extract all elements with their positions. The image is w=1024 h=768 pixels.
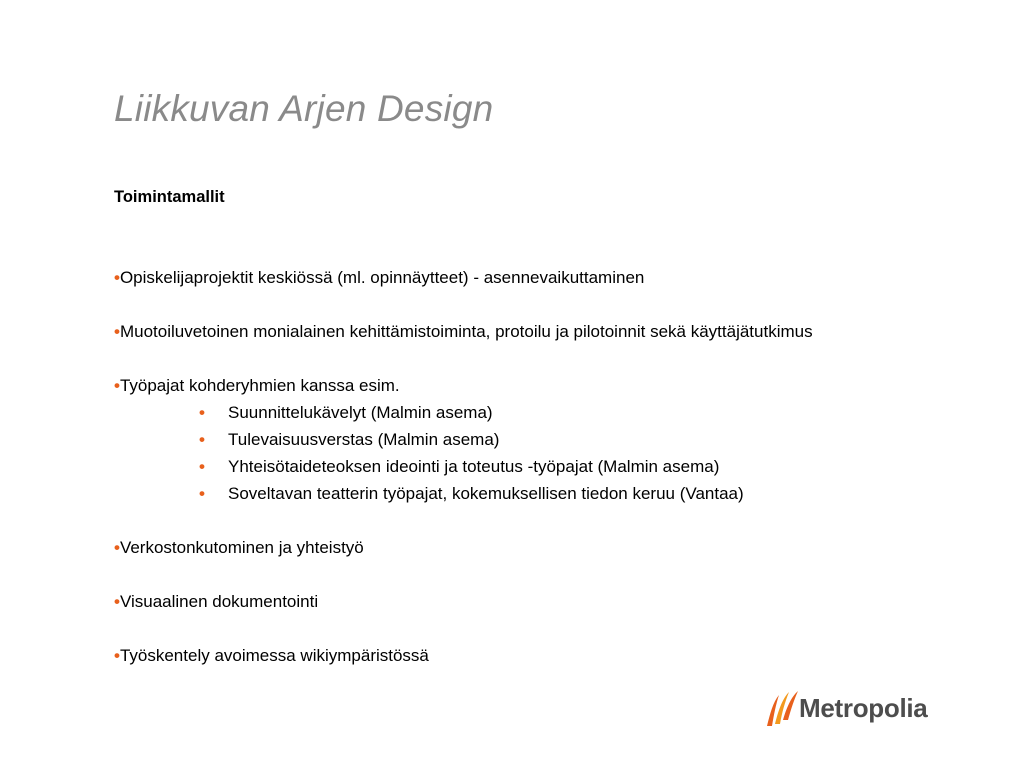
list-item (114, 318, 874, 345)
slide-subtitle: Toimintamallit (114, 188, 225, 206)
list-item-text: Visuaalinen dokumentointi (119, 592, 319, 611)
sub-list-item (114, 480, 874, 507)
list-item (114, 264, 874, 291)
list-item-text: Työpajat kohderyhmien kanssa esim. (119, 376, 400, 395)
sub-list-item-text: Yhteisötaideteoksen ideointi ja toteutus -työpajat (Malmin asema) (228, 457, 720, 476)
list-item-text: Verkostonkutominen ja yhteistyö (119, 538, 364, 557)
bullet-icon: • (114, 376, 120, 395)
sub-list-item-text: Soveltavan teatterin työpajat, kokemuksellisen tiedon keruu (Vantaa) (228, 484, 744, 503)
bullet-icon: • (114, 592, 120, 611)
sub-list-item (114, 453, 874, 480)
sub-list-item (114, 399, 874, 426)
bullet-icon: • (199, 484, 205, 503)
bullet-icon: • (114, 646, 120, 665)
metropolia-logo-mark-icon (764, 686, 802, 728)
list-item-text: Opiskelijaprojektit keskiössä (ml. opinnäytteet) - asennevaikuttaminen (119, 268, 645, 287)
bullet-icon: • (114, 538, 120, 557)
bullet-icon: • (199, 403, 205, 422)
sub-list-item-text: Suunnittelukävelyt (Malmin asema) (228, 403, 493, 422)
sub-list-item-text: Tulevaisuusverstas (Malmin asema) (228, 430, 500, 449)
slide-title: Liikkuvan Arjen Design (114, 88, 494, 129)
list-item-text: Työskentely avoimessa wikiympäristössä (119, 646, 429, 665)
list-item (114, 588, 874, 615)
sub-list-item (114, 426, 874, 453)
logo-text: Metropolia (799, 693, 928, 723)
list-item (114, 534, 874, 561)
sub-bullet-list (114, 399, 874, 507)
bullet-icon: • (199, 430, 205, 449)
bullet-list (114, 264, 874, 669)
list-item (114, 642, 874, 669)
bullet-icon: • (114, 268, 120, 287)
list-item-text: Muotoiluvetoinen monialainen kehittämistoiminta, protoilu ja pilotoinnit sekä käyttäjätutkimus (119, 322, 813, 341)
bullet-icon: • (199, 457, 205, 476)
bullet-icon: • (114, 322, 120, 341)
list-item (114, 372, 874, 507)
metropolia-logo (764, 686, 944, 728)
